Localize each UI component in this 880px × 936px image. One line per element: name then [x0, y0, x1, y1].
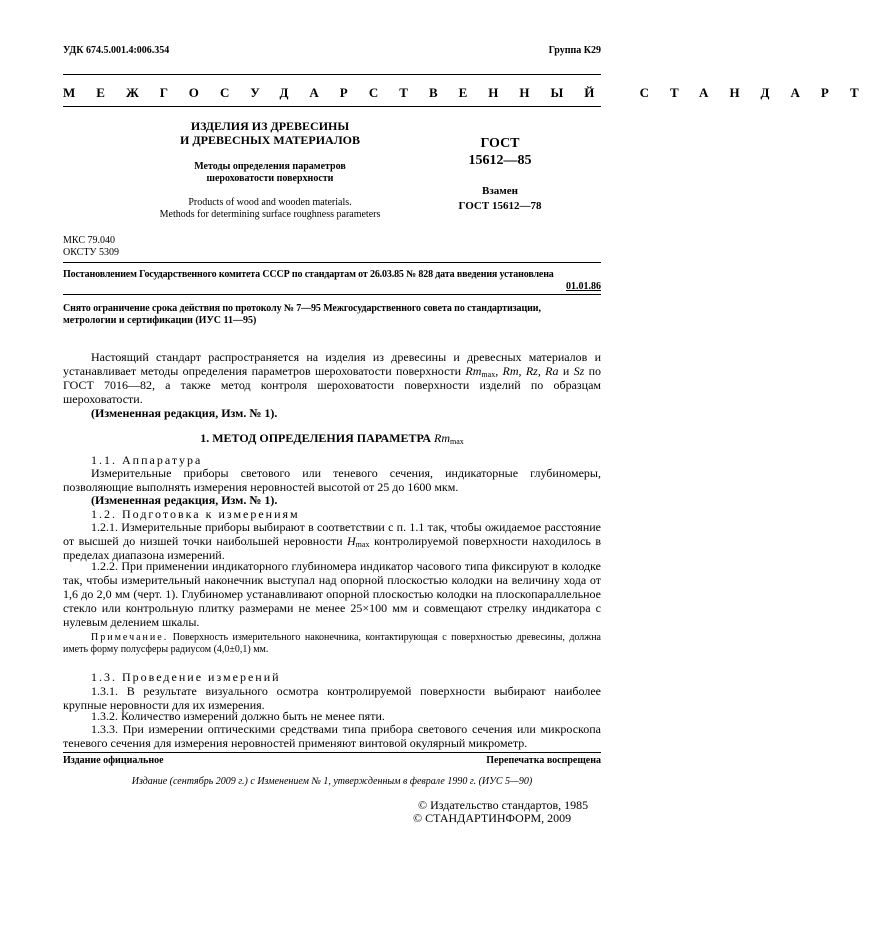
- document-subtitle: Методы определения параметров шероховатости поверхности: [194, 161, 346, 184]
- classification-codes: МКС 79.040 ОКСТУ 5309: [63, 235, 120, 258]
- replaces-block: Взамен ГОСТ 15612—78: [458, 185, 542, 212]
- subsection-1-1: 1.1. Аппаратура: [91, 453, 203, 467]
- subsection-1-1-amendment: (Измененная редакция, Изм. № 1).: [91, 493, 278, 507]
- clause-1-3-3: 1.3.3. При измерении оптическими средствами типа прибора светового сечения или микроскопа теневого сечения для измерения неровностей применяют винтовой окулярный микрометр.: [63, 722, 601, 750]
- section-1-heading: 1. МЕТОД ОПРЕДЕЛЕНИЯ ПАРАМЕТРА $Rm_{max}$: [200, 431, 464, 446]
- restriction-text: Снято ограничение срока действия по протоколу № 7—95 Межгосударственного совета по стандартизации, метрологии и сертификации (ИУС 11—95): [63, 303, 541, 326]
- effective-date: 01.01.86: [566, 281, 601, 292]
- english-title: Products of wood and wooden materials. Methods for determining surface roughness parameters: [159, 197, 381, 220]
- decree-rule: [63, 294, 601, 295]
- header-rule-bottom: [63, 106, 601, 107]
- udk-code: УДК 674.5.001.4:006.354: [63, 45, 170, 56]
- clause-1-3-2: 1.3.2. Количество измерений должно быть не менее пяти.: [91, 709, 385, 723]
- group-code: Группа К29: [548, 45, 601, 56]
- clause-1-3-1: 1.3.1. В результате визуального осмотра контролируемой поверхности выбирают наиболее крупные неровности для их измерения.: [63, 684, 601, 712]
- footer-rule: [63, 752, 601, 753]
- gost-designation: ГОСТ 15612—85: [468, 136, 532, 168]
- intro-amendment: (Измененная редакция, Изм. № 1).: [91, 406, 278, 420]
- copyright-publisher: © Издательство стандартов, 1985: [418, 798, 589, 812]
- edition-note: Издание (сентябрь 2009 г.) с Изменением № 1, утвержденным в феврале 1990 г. (ИУС 5—90): [131, 776, 533, 787]
- document-title: ИЗДЕЛИЯ ИЗ ДРЕВЕСИНЫ И ДРЕВЕСНЫХ МАТЕРИАЛОВ: [180, 119, 360, 147]
- decree-text: Постановлением Государственного комитета СССР по стандартам от 26.03.85 № 828 дата введения установлена: [63, 269, 554, 280]
- reprint-notice: Перепечатка воспрещена: [486, 755, 601, 766]
- note: Примечание. Поверхность измерительного наконечника, контактирующая с поверхностью древесины, должна иметь форму полусферы радиусом (4,0±0,1) мм.: [63, 632, 601, 655]
- subsection-1-1-text: Измерительные приборы светового или теневого сечения, индикаторные глубиномеры, позволяющие выполнять измерения неровностей высотой от 25 до 1600 мкм.: [63, 466, 601, 494]
- official-edition: Издание официальное: [63, 755, 164, 766]
- subsection-1-2: 1.2. Подготовка к измерениям: [91, 507, 300, 521]
- subsection-1-3: 1.3. Проведение измерений: [91, 670, 281, 684]
- clause-1-2-2: 1.2.2. При применении индикаторного глубиномера индикатор часового типа фиксируют в колодке так, чтобы измерительный наконечник выступал над опорной плоскостью колодки на величину хода от 1,6 до 2,0 мм (черт. 1). Глубиномер устанавливают опорной плоскостью колодки на плоскопараллельное стекло или контрольную плитку размерами не менее 25×100 мм и совмещают стрелку индикатора с нулевым делением шкалы.: [63, 559, 601, 629]
- standard-banner: МЕЖГОСУДАРСТВЕННЫЙ СТАНДАРТ: [63, 85, 880, 100]
- title-rule: [63, 262, 601, 263]
- header-rule-top: [63, 74, 601, 75]
- intro-paragraph: Настоящий стандарт распространяется на изделия из древесины и древесных материалов и устанавливает методы определения параметров шероховатости поверхности $Rm_{max}$, Rm, Rz, Ra и Sz по ГОСТ 7016—82, а также метод контроля шероховатости поверхности изделий по образцам шероховатости.: [63, 350, 602, 406]
- copyright-standartinform: © СТАНДАРТИНФОРМ, 2009: [413, 811, 572, 825]
- clause-1-2-1: 1.2.1. Измерительные приборы выбирают в соответствии с п. 1.1 так, чтобы ожидаемое расстояние от высшей до низшей точки наибольшей неровности $H_{max}$ контролируемой поверхности находилось в пределах диапазона измерений.: [63, 520, 602, 562]
